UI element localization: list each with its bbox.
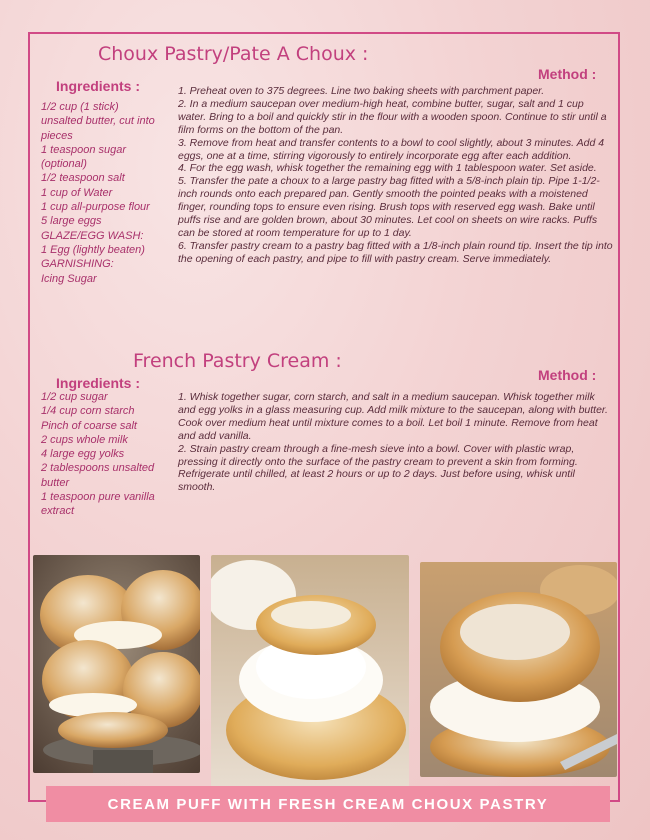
ingredient-item: 5 large eggs [41,215,102,228]
ingredient-item: 1/2 cup (1 stick) [41,101,119,113]
method-step: 2. Strain pastry cream through a fine-mesh sieve into a bowl. Cover with plastic wrap, pressing it directly onto the surface of the pastry cream to prevent a skin from forming. Refrigerate until chilled, at least 2 hours or up to 2 days. Just before using, whisk until smooth. [178,442,578,494]
method-step: 2. In a medium saucepan over medium-high heat, combine butter, sugar, salt and 1 cup water. Bring to a boil and quickly stir in the flour with a wooden spoon. Continue to stir until a film forms on the bottom of the pan. [178,97,607,136]
cream-method-steps [178,391,610,494]
ingredient-item: 1 teaspoon sugar [41,143,127,156]
method-step: 4. For the egg wash, whisk together the remaining egg with 1 tablespoon water. Set aside. [178,162,597,175]
ingredient-item: butter [41,476,70,489]
ingredient-item: (optional) [41,158,87,171]
choux-title: Choux Pastry/Pate A Choux : [98,43,369,65]
cream-title: French Pastry Cream : [133,350,342,372]
method-step: 6. Transfer pastry cream to a pastry bag fitted with a 1/8-inch plain round tip. Insert the tip into the opening of each pastry, and pipe to fill with pastry cream. Serve immediately. [178,239,613,265]
ingredient-item: 1 cup of Water [41,186,113,199]
ingredient-item: 2 tablespoons unsalted [41,462,155,475]
ingredient-item: unsalted butter, cut into [41,115,155,128]
cream-puffs-stand-photo [33,555,200,773]
ingredient-item: 1/2 cup sugar [41,391,108,403]
ingredient-item: Pinch of coarse salt [41,419,137,432]
ingredient-item: Icing Sugar [41,272,97,285]
method-step: 3. Remove from heat and transfer contents to a bowl to cool slightly, about 3 minutes. Add 4 eggs, one at a time, stirring vigorously to entirely incorporate egg after each addition. [178,136,605,162]
choux-ingredients-heading: Ingredients : [56,78,141,94]
footer-banner: CREAM PUFF WITH FRESH CREAM CHOUX PASTRY [46,786,610,822]
ingredient-item: 4 large egg yolks [41,448,125,461]
ingredient-item: GARNISHING: [41,258,114,271]
ingredient-item: 1 Egg (lightly beaten) [41,243,145,256]
ingredient-item: 1/2 teaspoon salt [41,172,125,185]
cream-ingredients-heading: Ingredients : [56,375,141,391]
cream-puff-fork-photo [420,562,617,777]
ingredient-item: extract [41,505,75,518]
choux-method-heading: Method : [538,66,597,82]
choux-ingredients-list [41,100,171,286]
ingredient-item: pieces [41,129,73,142]
method-step: 1. Preheat oven to 375 degrees. Line two baking sheets with parchment paper. [178,85,545,97]
cream-puff-swirl-photo [211,555,409,788]
ingredient-item: 1 teaspoon pure vanilla [41,491,155,504]
cream-ingredients-list [41,390,171,519]
ingredient-item: 2 cups whole milk [41,433,128,446]
method-step: 1. Whisk together sugar, corn starch, and salt in a medium saucepan. Whisk together milk and egg yolks in a glass measuring cup. Add milk mixture to the saucepan, along with butter. Cook over medium heat until mixture comes to a boil. Let boil 1 minute. Remove from heat and add vanilla. [178,391,608,442]
ingredient-item: GLAZE/EGG WASH: [41,229,144,242]
ingredient-item: 1/4 cup corn starch [41,405,135,418]
ingredient-item: 1 cup all-purpose flour [41,201,150,214]
method-step: 5. Transfer the pate a choux to a large pastry bag fitted with a 5/8-inch plain tip. Pipe 1-1/2-inch rounds onto each prepared pan. Gently smooth the pointed peaks with a moistened finger, rounding tops to ensure even rising. Brush tops with reserved egg wash. Bake until puffs rise and are golden brown, about 30 minutes. Let cool on sheets on wire racks. Puffs can be stored at room temperature for up to 1 day. [178,175,600,239]
cream-method-heading: Method : [538,367,597,383]
choux-method-steps [178,85,613,266]
